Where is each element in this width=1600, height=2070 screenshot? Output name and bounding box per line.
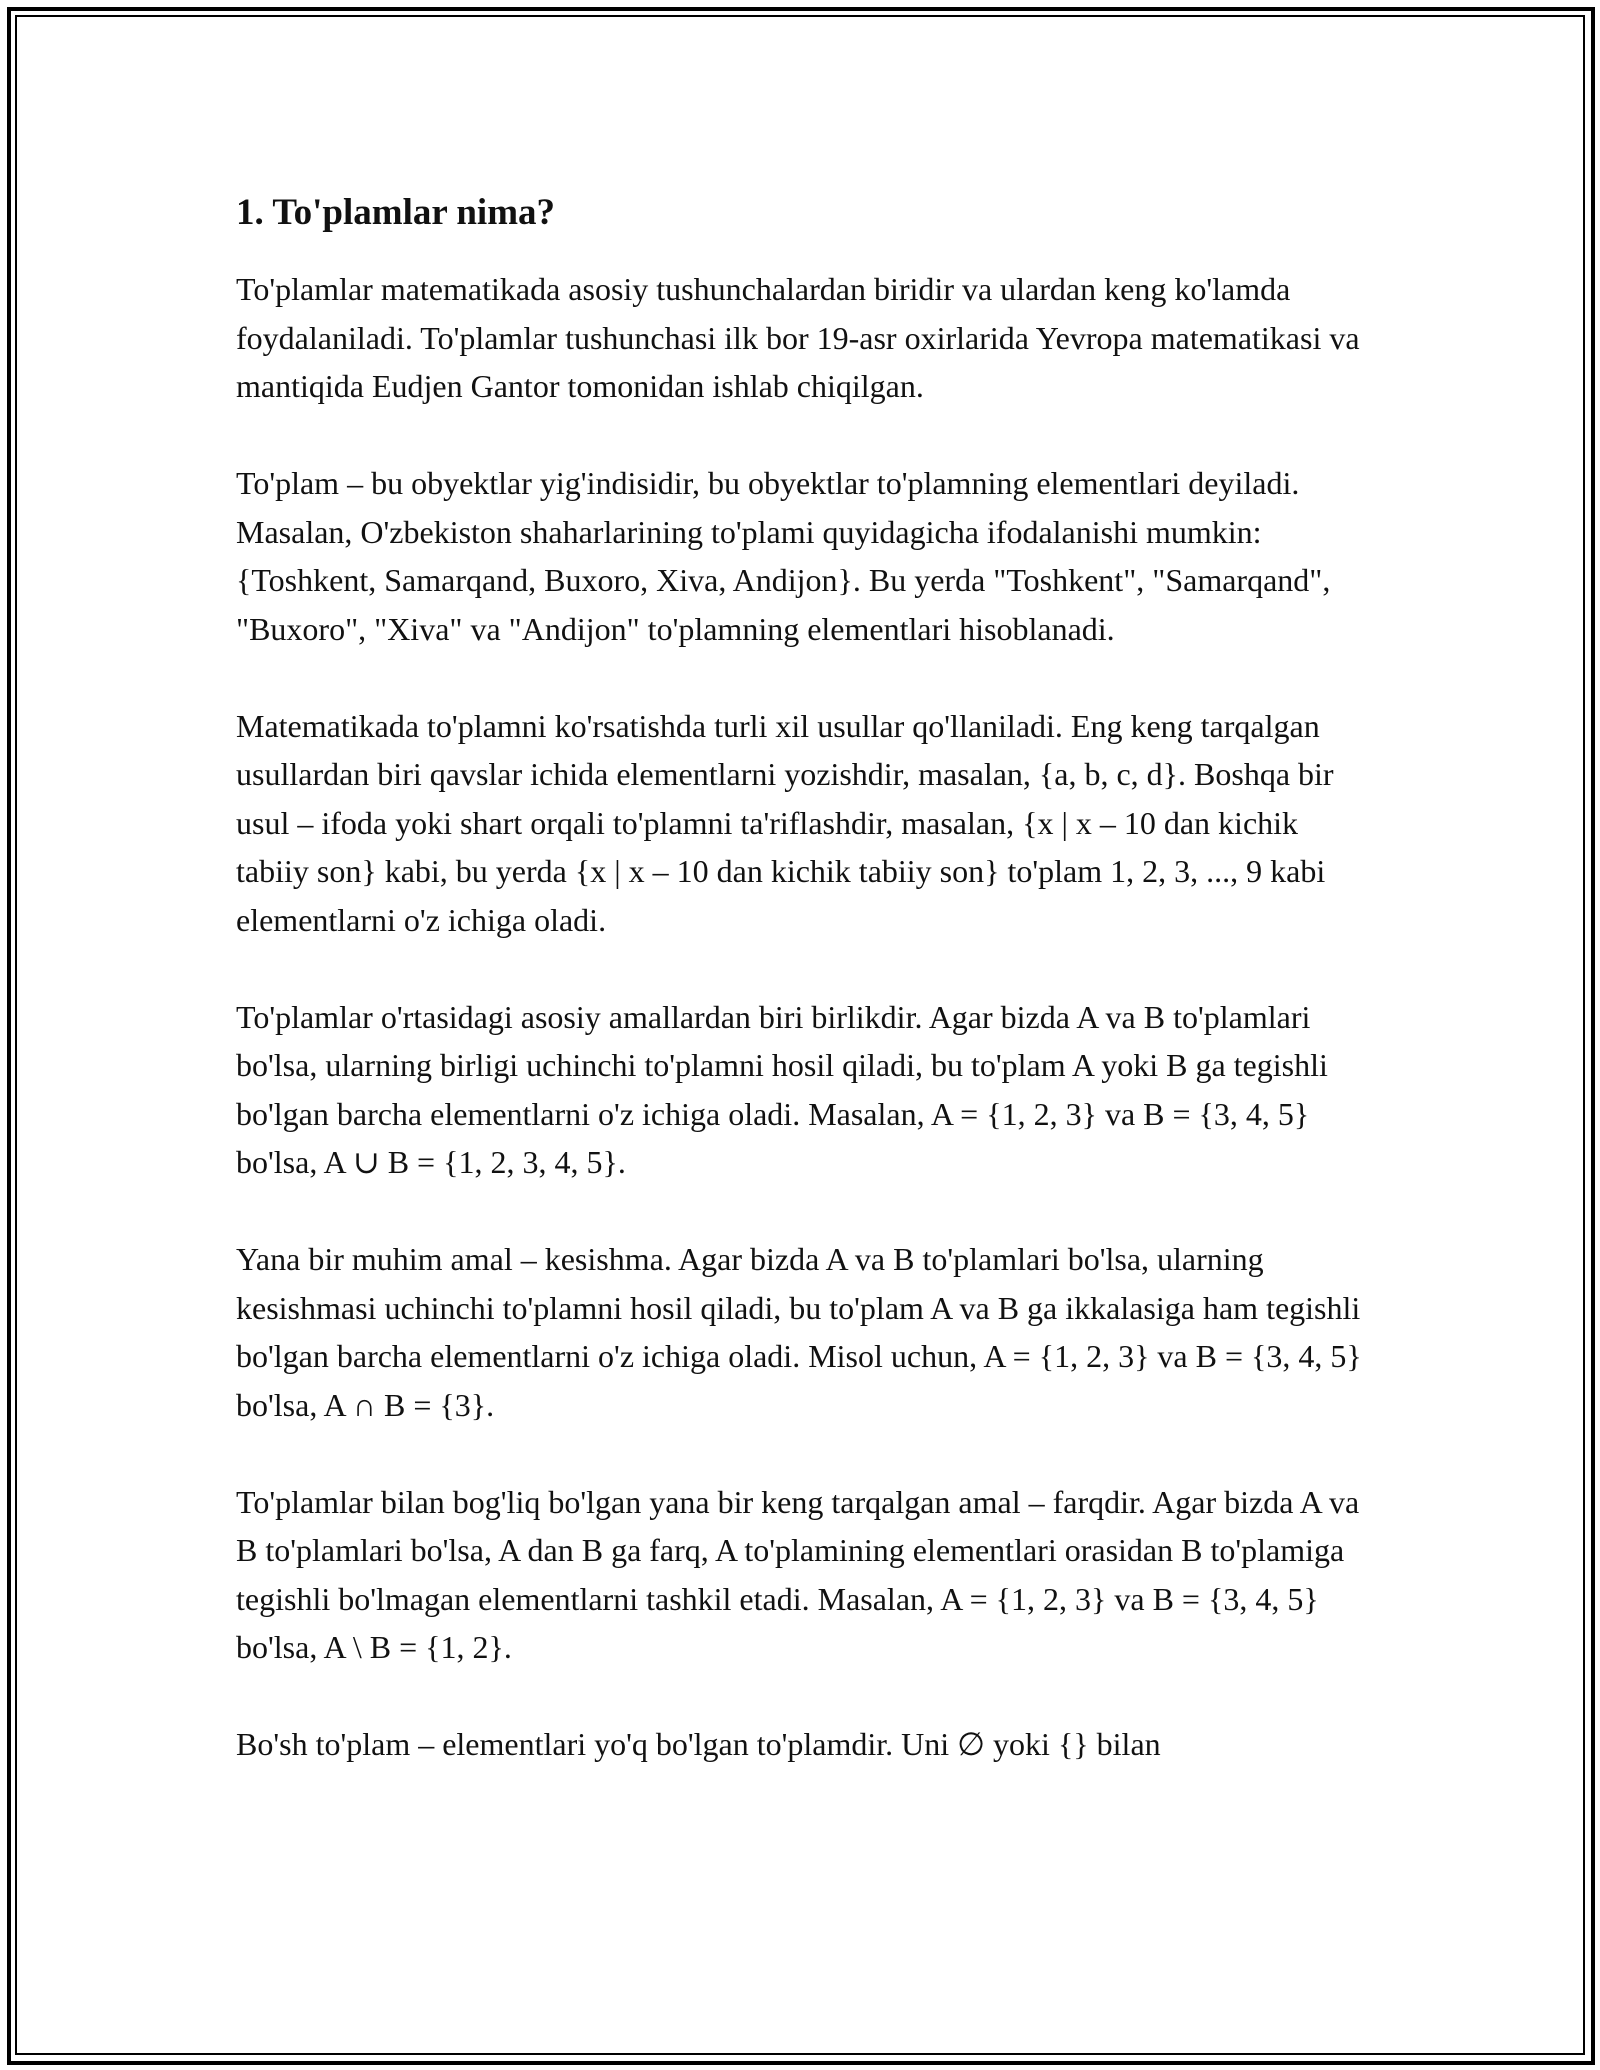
paragraph-intro: To'plamlar matematikada asosiy tushunchalardan biridir va ulardan keng ko'lamda foydalaniladi. To'plamlar tushunchasi ilk bor 19-asr oxirlarida Yevropa matematikasi va mantiqida Eudjen Gantor tomonidan ishlab chiqilgan. — [236, 271, 1360, 404]
paragraph-intersection: Yana bir muhim amal – kesishma. Agar bizda A va B to'plamlari bo'lsa, ularning kesishmasi uchinchi to'plamni hosil qiladi, bu to'plam A va B ga ikkalasiga ham tegishli bo'lgan barcha elementlarni o'z ichiga oladi. Misol uchun, A = {1, 2, 3} va B = {3, 4, 5} bo'lsa, A ∩ B = {3}. — [236, 1241, 1362, 1423]
paragraph-notation: Matematikada to'plamni ko'rsatishda turli xil usullar qo'llaniladi. Eng keng tarqalgan usullardan biri qavslar ichida elementlarni yozishdir, masalan, {a, b, c, d}. Boshqa bir usul – ifoda yoki shart orqali to'plamni ta'riflashdir, masalan, {x | x – 10 dan kichik tabiiy son} kabi, bu yerda {x | x – 10 dan kichik tabiiy son} to'plam 1, 2, 3, ..., 9 kabi elementlarni o'z ichiga oladi. — [236, 707, 1334, 938]
paragraph-union: To'plamlar o'rtasidagi asosiy amallardan biri birlikdir. Agar bizda A va B to'plamlari bo'lsa, ularning birligi uchinchi to'plamni hosil qiladi, bu to'plam A yoki B ga tegishli bo'lgan barcha elementlarni o'z ichiga oladi. Masalan, A = {1, 2, 3} va B = {3, 4, 5} bo'lsa, A ∪ B = {1, 2, 3, 4, 5}. — [236, 998, 1328, 1180]
section-heading: 1. To'plamlar nima? — [236, 192, 556, 233]
paragraph-empty-set: Bo'sh to'plam – elementlari yo'q bo'lgan to'plamdir. Uni ∅ yoki {} bilan — [236, 1726, 1161, 1762]
paragraph-difference: To'plamlar bilan bog'liq bo'lgan yana bir keng tarqalgan amal – farqdir. Agar bizda A va B to'plamlari bo'lsa, A dan B ga farq, A to'plamining elementlari orasidan B to'plamiga tegishli bo'lmagan elementlarni tashkil etadi. Masalan, A = {1, 2, 3} va B = {3, 4, 5} bo'lsa, A \ B = {1, 2}. — [236, 1483, 1360, 1665]
paragraph-definition: To'plam – bu obyektlar yig'indisidir, bu obyektlar to'plamning elementlari deyiladi. Masalan, O'zbekiston shaharlarining to'plami quyidagicha ifodalanishi mumkin: {Toshkent, Samarqand, Buxoro, Xiva, Andijon}. Bu yerda "Toshkent", "Samarqand", "Buxoro", "Xiva" va "Andijon" to'plamning elementlari hisoblanadi. — [236, 465, 1331, 647]
document-body — [236, 187, 1376, 1769]
